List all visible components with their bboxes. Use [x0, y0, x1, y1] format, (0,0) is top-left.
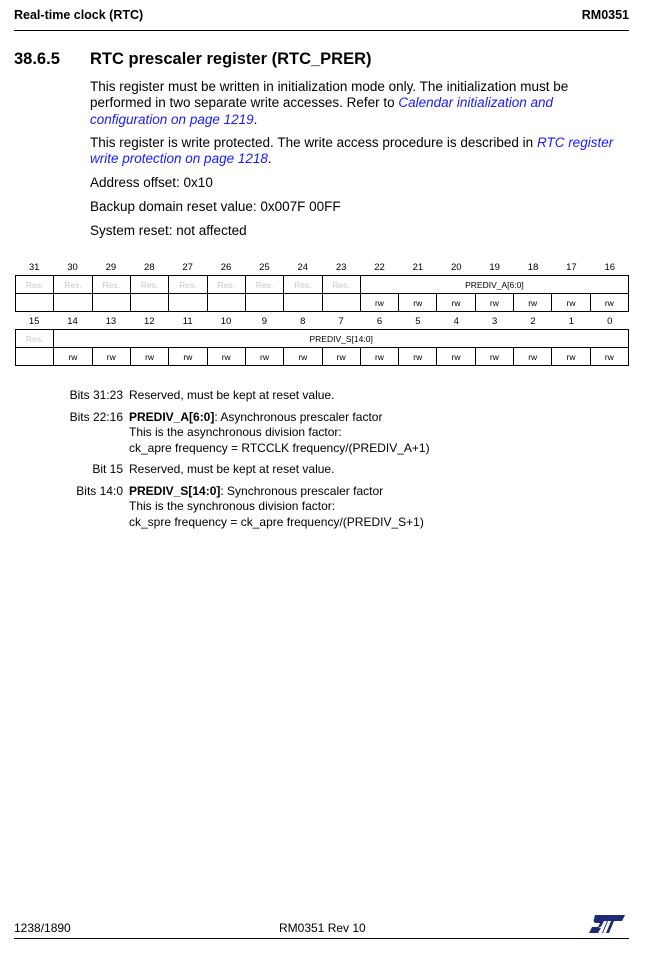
field-prediv-s: PREDIV_S[14:0] [54, 330, 629, 348]
bit-number: 11 [182, 315, 193, 327]
access-cell: rw [54, 348, 92, 366]
field-name: PREDIV_A[6:0] [129, 409, 215, 424]
register-high-half [15, 259, 629, 312]
document-id: RM0351 [581, 8, 629, 22]
bit-formula: ck_spre frequency = ck_apre frequency/(PREDIV_S+1) [129, 514, 424, 529]
paragraph-text: This register must be written in initialization mode only. The initialization must be performed in two separate write accesses. Refer to [90, 79, 569, 111]
bit-number: 22 [374, 261, 385, 273]
bit-number: 28 [144, 261, 155, 273]
access-row [16, 294, 629, 312]
access-cell-empty [16, 294, 54, 312]
access-cell-empty [16, 348, 54, 366]
access-cell: rw [437, 294, 475, 312]
bit-description-31-23 [60, 388, 620, 404]
bit-number: 9 [261, 315, 268, 327]
access-cell: rw [207, 348, 245, 366]
reserved-cell: Res. [322, 276, 360, 294]
bit-number: 24 [297, 261, 309, 273]
bit-number: 8 [300, 315, 306, 327]
bit-number: 27 [182, 261, 193, 273]
bit-range: Bits 14:0 [76, 483, 123, 498]
bit-number: 1 [568, 315, 575, 327]
field-row [16, 330, 629, 348]
access-cell-empty [284, 294, 322, 312]
bit-range: Bits 31:23 [69, 388, 123, 402]
bit-number: 15 [28, 315, 40, 327]
reserved-cell: Res. [207, 276, 245, 294]
access-cell: rw [552, 294, 590, 312]
bit-number: 0 [607, 315, 613, 327]
bit-numbers-high [15, 259, 629, 275]
access-cell: rw [245, 348, 283, 366]
bit-number: 13 [105, 315, 117, 327]
bit-number: 14 [67, 315, 78, 327]
bit-summary: Reserved, must be kept at reset value. [129, 388, 335, 402]
bit-description-15 [60, 462, 620, 478]
bit-summary: Reserved, must be kept at reset value. [129, 462, 335, 476]
reserved-cell: Res. [92, 276, 130, 294]
link-calendar-init[interactable]: Calendar initialization and configuration on page 1219 [90, 95, 553, 127]
bit-description-list [60, 388, 620, 536]
access-cell: rw [514, 348, 552, 366]
access-cell: rw [590, 348, 628, 366]
bit-number: 12 [144, 315, 155, 327]
access-cell: rw [92, 348, 130, 366]
access-cell-empty [322, 294, 360, 312]
access-cell: rw [169, 348, 207, 366]
access-cell: rw [399, 348, 437, 366]
bit-detail: This is the asynchronous division factor: [129, 425, 342, 439]
bit-number: 25 [259, 261, 270, 273]
access-cell: rw [399, 294, 437, 312]
paragraph-text: This register is write protected. The write access procedure is described in [90, 135, 537, 150]
bit-number: 20 [451, 261, 462, 273]
reserved-cell: Res. [16, 330, 54, 348]
link-write-protection[interactable]: RTC register write protection on page 1218 [90, 135, 614, 167]
document-revision: RM0351 Rev 10 [279, 921, 366, 935]
backup-reset-value: Backup domain reset value: 0x007F 00FF [90, 199, 341, 214]
bit-description-22-16 [60, 410, 620, 457]
bit-number: 5 [415, 315, 421, 327]
access-cell: rw [284, 348, 322, 366]
bit-number: 7 [338, 315, 344, 327]
paragraph-end: . [267, 151, 272, 167]
reserved-cell: Res. [169, 276, 207, 294]
access-cell-empty [245, 294, 283, 312]
bit-description-14-0 [60, 484, 620, 531]
access-cell-empty [207, 294, 245, 312]
access-cell: rw [360, 348, 398, 366]
bit-number: 18 [527, 261, 539, 273]
bit-number: 17 [566, 261, 577, 273]
access-row [16, 348, 629, 366]
section-number: 38.6.5 [14, 50, 60, 68]
bit-number: 19 [489, 261, 500, 273]
access-cell: rw [130, 348, 168, 366]
access-cell-empty [169, 294, 207, 312]
st-logo-icon [587, 913, 627, 938]
bit-number: 21 [412, 261, 424, 273]
bit-number: 2 [530, 315, 536, 327]
field-prediv-a: PREDIV_A[6:0] [360, 276, 628, 294]
bit-summary: : Asynchronous prescaler factor [214, 409, 383, 424]
bit-number: 30 [67, 261, 78, 273]
register-low-half [15, 313, 629, 366]
register-table-low [15, 329, 629, 366]
paragraph-write-protect [90, 135, 630, 168]
access-cell: rw [475, 348, 513, 366]
bit-range: Bits 22:16 [69, 409, 123, 424]
bit-number: 16 [604, 261, 616, 273]
footer-divider [14, 938, 629, 939]
access-cell: rw [475, 294, 513, 312]
bit-number: 4 [453, 315, 459, 327]
access-cell: rw [322, 348, 360, 366]
bit-number: 6 [376, 315, 383, 327]
bit-number: 31 [28, 261, 40, 273]
address-offset: Address offset: 0x10 [90, 175, 213, 190]
access-cell: rw [590, 294, 628, 312]
bit-summary: : Synchronous prescaler factor [220, 483, 384, 498]
field-row [16, 276, 629, 294]
reserved-cell: Res. [245, 276, 283, 294]
bit-number: 10 [220, 315, 232, 327]
reserved-cell: Res. [54, 276, 92, 294]
paragraph-end: . [253, 111, 258, 127]
bit-range: Bit 15 [92, 462, 123, 476]
bit-number: 26 [220, 261, 232, 273]
page-header [14, 8, 629, 22]
section-title: RTC prescaler register (RTC_PRER) [90, 50, 372, 68]
access-cell-empty [92, 294, 130, 312]
field-name: PREDIV_S[14:0] [129, 483, 221, 498]
access-cell: rw [514, 294, 552, 312]
access-cell-empty [54, 294, 92, 312]
bit-numbers-low [15, 313, 629, 329]
paragraph-init-mode [90, 79, 630, 128]
header-divider [14, 30, 629, 31]
bit-number: 23 [335, 261, 347, 273]
bit-formula: ck_apre frequency = RTCCLK frequency/(PREDIV_A+1) [129, 440, 430, 455]
access-cell: rw [437, 348, 475, 366]
register-table-high [15, 275, 629, 312]
reserved-cell: Res. [130, 276, 168, 294]
bit-number: 3 [492, 315, 498, 327]
reserved-cell: Res. [284, 276, 322, 294]
access-cell: rw [360, 294, 398, 312]
bit-number: 29 [105, 261, 117, 273]
reserved-cell: Res. [16, 276, 54, 294]
chapter-title: Real-time clock (RTC) [14, 8, 144, 22]
access-cell: rw [552, 348, 590, 366]
section-heading [14, 50, 372, 69]
page-number: 1238/1890 [14, 921, 71, 935]
system-reset: System reset: not affected [90, 223, 247, 238]
access-cell-empty [130, 294, 168, 312]
bit-detail: This is the synchronous division factor: [129, 499, 336, 513]
